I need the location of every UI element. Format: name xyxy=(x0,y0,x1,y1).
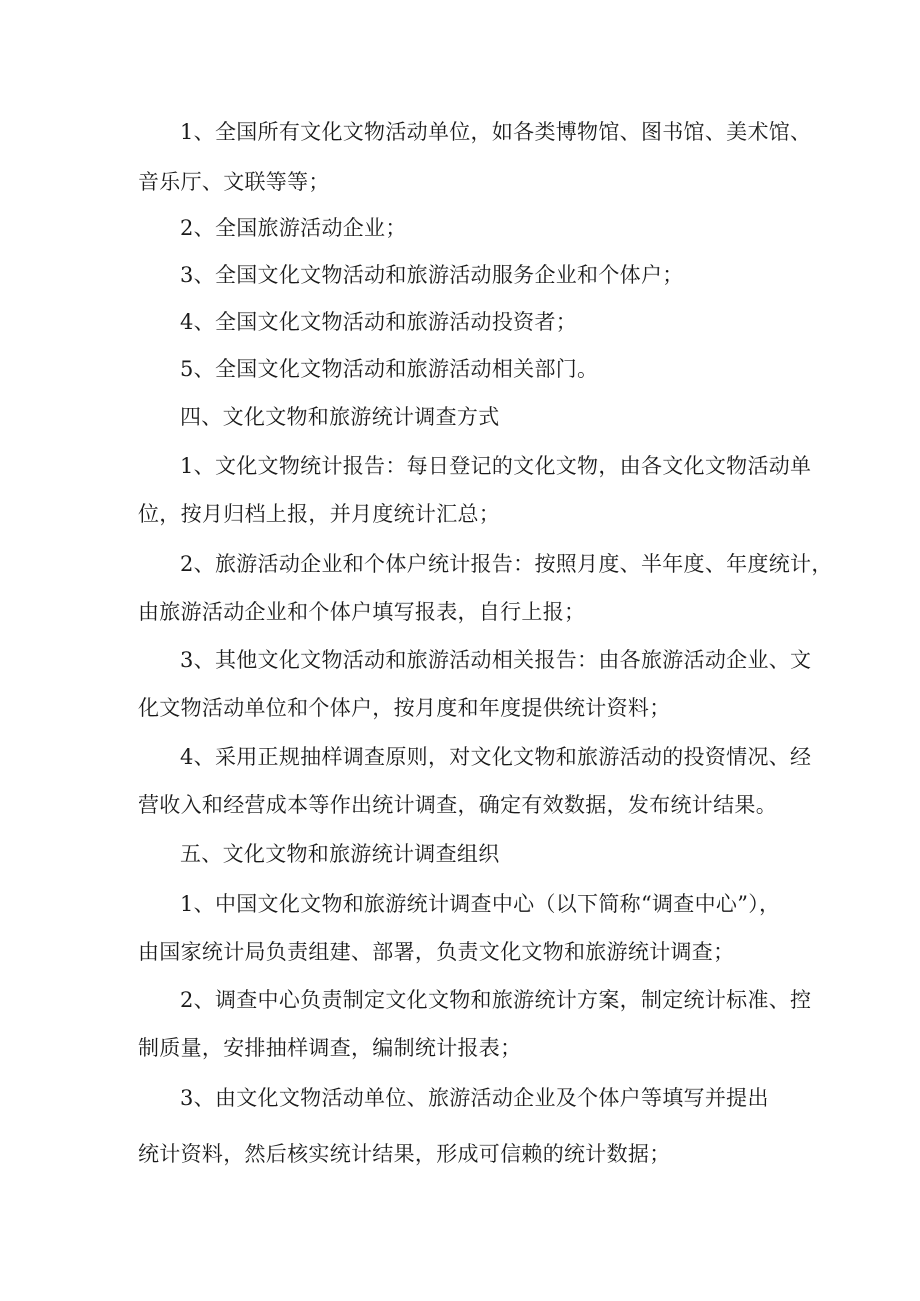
paragraph-s5-2-line-1: 2、调查中心负责制定文化文物和旅游统计方案，制定统计标准、控 xyxy=(180,988,812,1012)
paragraph-s4-3-line-1: 3、其他文化文物活动和旅游活动相关报告：由各旅游活动企业、文 xyxy=(180,648,812,672)
paragraph-1-line-2: 音乐厅、文联等等； xyxy=(138,170,330,194)
paragraph-3-line-1: 3、全国文化文物活动和旅游活动服务企业和个体户； xyxy=(180,263,684,287)
paragraph-s5-2-line-2: 制质量，安排抽样调查，编制统计报表； xyxy=(138,1036,522,1060)
paragraph-s5-1-line-1: 1、中国文化文物和旅游统计调查中心（以下简称“调查中心”）， xyxy=(180,892,781,916)
paragraph-s4-1-line-1: 1、文化文物统计报告：每日登记的文化文物，由各文化文物活动单 xyxy=(180,454,812,478)
section-heading-4: 四、文化文物和旅游统计调查方式 xyxy=(180,405,500,429)
paragraph-s4-4-line-1: 4、采用正规抽样调查原则，对文化文物和旅游活动的投资情况、经 xyxy=(180,745,812,769)
paragraph-s4-1-line-2: 位，按月归档上报，并月度统计汇总； xyxy=(138,502,501,526)
paragraph-s5-3-line-1: 3、由文化文物活动单位、旅游活动企业及个体户等填写并提出 xyxy=(180,1086,769,1110)
paragraph-s5-1-line-2: 由国家统计局负责组建、部署，负责文化文物和旅游统计调查； xyxy=(138,940,735,964)
paragraph-s4-2-line-1: 2、旅游活动企业和个体户统计报告：按照月度、半年度、年度统计， xyxy=(180,552,833,576)
paragraph-1-line-1: 1、全国所有文化文物活动单位，如各类博物馆、图书馆、美术馆、 xyxy=(180,120,812,144)
paragraph-s4-2-line-2: 由旅游活动企业和个体户填写报表，自行上报； xyxy=(138,600,586,624)
paragraph-s4-3-line-2: 化文物活动单位和个体户，按月度和年度提供统计资料； xyxy=(138,696,671,720)
paragraph-5-line-1: 5、全国文化文物活动和旅游活动相关部门。 xyxy=(180,357,599,381)
paragraph-4-line-1: 4、全国文化文物活动和旅游活动投资者； xyxy=(180,310,578,334)
paragraph-s4-4-line-2: 营收入和经营成本等作出统计调查，确定有效数据，发布统计结果。 xyxy=(138,793,777,817)
paragraph-s5-3-line-2: 统计资料，然后核实统计结果，形成可信赖的统计数据； xyxy=(138,1142,671,1166)
paragraph-2-line-1: 2、全国旅游活动企业； xyxy=(180,216,407,240)
section-heading-5: 五、文化文物和旅游统计调查组织 xyxy=(180,842,500,866)
